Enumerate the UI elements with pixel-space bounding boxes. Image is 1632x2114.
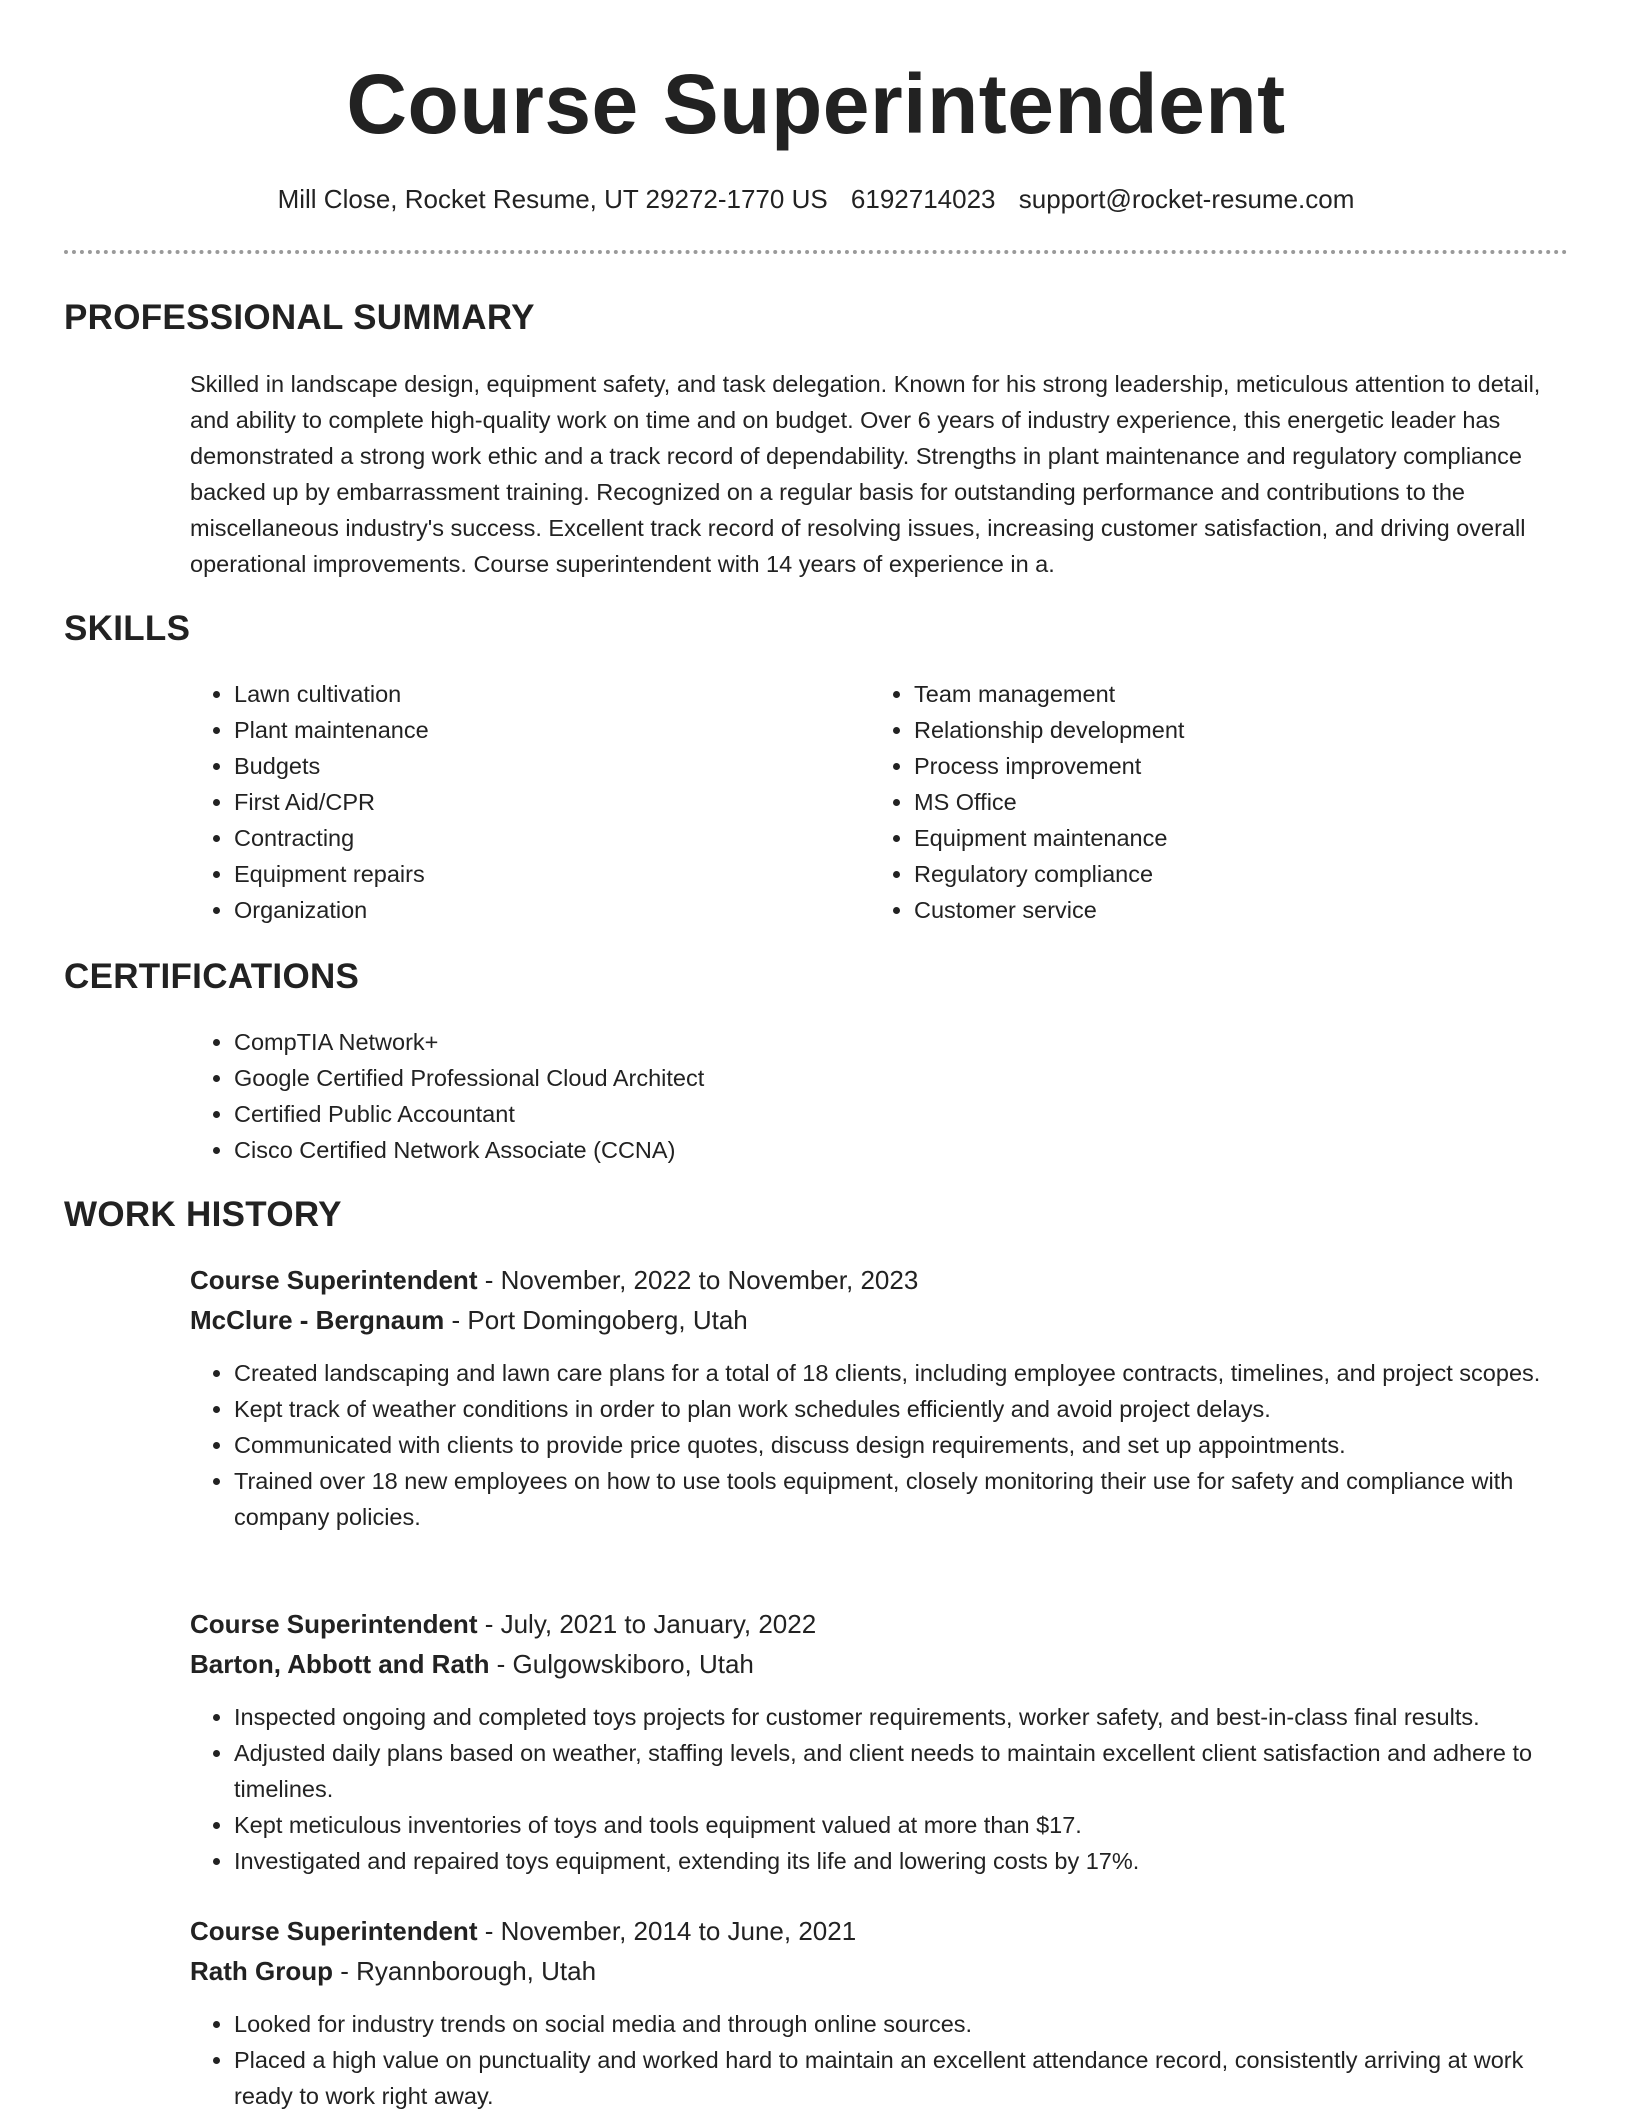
job-dates: - November, 2022 to November, 2023 <box>477 1265 919 1295</box>
job-company-line <box>190 1302 748 1338</box>
certifications-list <box>190 1024 704 1168</box>
skills-heading: SKILLS <box>64 609 191 648</box>
certifications-heading: CERTIFICATIONS <box>64 957 360 996</box>
skills-left-column <box>190 676 429 928</box>
skill-item: • Customer service <box>914 892 1184 928</box>
skill-item: • Equipment repairs <box>234 856 429 892</box>
certification-item: • Google Certified Professional Cloud Architect <box>234 1060 704 1096</box>
skills-right-list <box>870 676 1184 928</box>
header-divider <box>64 250 1568 254</box>
skill-item: • MS Office <box>914 784 1184 820</box>
skill-item: • Team management <box>914 676 1184 712</box>
certification-item: • Certified Public Accountant <box>234 1096 704 1132</box>
job-duties <box>190 1699 1566 1879</box>
job-title-line <box>190 1262 918 1298</box>
job-role: Course Superintendent <box>190 1609 478 1639</box>
work-history-heading: WORK HISTORY <box>64 1195 342 1234</box>
job-duty: • Created landscaping and lawn care plans for a total of 18 clients, including employee contracts, timelines, and project scopes. <box>234 1355 1566 1391</box>
job-duty: • Trained over 18 new employees on how to use tools equipment, closely monitoring their use for safety and compliance with company policies. <box>234 1463 1566 1535</box>
job-company: Barton, Abbott and Rath <box>190 1649 490 1679</box>
job-dates: - July, 2021 to January, 2022 <box>477 1609 817 1639</box>
job-company: Rath Group <box>190 1956 333 1986</box>
job-company-line <box>190 1646 754 1682</box>
job-role: Course Superintendent <box>190 1916 478 1946</box>
job-duties-list <box>190 1699 1566 1879</box>
phone: 6192714023 <box>850 184 996 214</box>
skills-right-column <box>870 676 1184 928</box>
job-duties <box>190 2006 1566 2114</box>
skill-item: • First Aid/CPR <box>234 784 429 820</box>
job-duty: • Kept track of weather conditions in order to plan work schedules efficiently and avoid project delays. <box>234 1391 1566 1427</box>
address: Mill Close, Rocket Resume, UT 29272-1770 US <box>277 184 828 214</box>
job-company: McClure - Bergnaum <box>190 1305 445 1335</box>
job-duties-list <box>190 2006 1566 2114</box>
certification-item: • Cisco Certified Network Associate (CCNA) <box>234 1132 704 1168</box>
job-role: Course Superintendent <box>190 1265 478 1295</box>
job-duty: • Placed a high value on punctuality and worked hard to maintain an excellent attendance record, consistently arriving at work ready to work right away. <box>234 2042 1566 2114</box>
certification-item: • CompTIA Network+ <box>234 1024 704 1060</box>
resume-name: Course Superintendent <box>346 57 1286 151</box>
job-duty: • Adjusted daily plans based on weather, staffing levels, and client needs to maintain excellent client satisfaction and adhere to timelines. <box>234 1735 1566 1807</box>
skill-item: • Budgets <box>234 748 429 784</box>
job-duty: • Kept meticulous inventories of toys and tools equipment valued at more than $17. <box>234 1807 1566 1843</box>
job-duty: • Communicated with clients to provide price quotes, discuss design requirements, and set up appointments. <box>234 1427 1566 1463</box>
job-title-line <box>190 1606 816 1642</box>
contact-line <box>0 182 1632 216</box>
job-title-line <box>190 1913 856 1949</box>
job-duty: • Looked for industry trends on social media and through online sources. <box>234 2006 1566 2042</box>
skill-item: • Equipment maintenance <box>914 820 1184 856</box>
job-location: - Gulgowskiboro, Utah <box>489 1649 754 1679</box>
skills-left-list <box>190 676 429 928</box>
summary-text: Skilled in landscape design, equipment safety, and task delegation. Known for his strong leadership, meticulous attention to detail, and ability to complete high-quality work on time and on budget. Over 6 years of industry experience, this energetic leader has demonstrated a strong work ethic and a track record of dependability. Strengths in plant maintenance and regulatory compliance backed up by embarrassment training. Recognized on a regular basis for outstanding performance and contributions to the miscellaneous industry's success. Excellent track record of resolving issues, increasing customer satisfaction, and driving overall operational improvements. Course superintendent with 14 years of experience in a. <box>190 371 1541 577</box>
skill-item: • Contracting <box>234 820 429 856</box>
email: support@rocket-resume.com <box>1018 184 1355 214</box>
skill-item: • Organization <box>234 892 429 928</box>
job-location: - Port Domingoberg, Utah <box>444 1305 748 1335</box>
job-duty: • Investigated and repaired toys equipment, extending its life and lowering costs by 17%. <box>234 1843 1566 1879</box>
job-location: - Ryannborough, Utah <box>333 1956 597 1986</box>
skill-item: • Relationship development <box>914 712 1184 748</box>
skill-item: • Lawn cultivation <box>234 676 429 712</box>
skill-item: • Process improvement <box>914 748 1184 784</box>
job-duties-list <box>190 1355 1566 1535</box>
job-dates: - November, 2014 to June, 2021 <box>477 1916 857 1946</box>
job-duty: • Inspected ongoing and completed toys projects for customer requirements, worker safety, and best-in-class final results. <box>234 1699 1566 1735</box>
certifications-list-wrap <box>190 1024 704 1168</box>
job-company-line <box>190 1953 596 1989</box>
job-duties <box>190 1355 1566 1535</box>
summary-heading: PROFESSIONAL SUMMARY <box>64 298 535 337</box>
skill-item: • Regulatory compliance <box>914 856 1184 892</box>
skill-item: • Plant maintenance <box>234 712 429 748</box>
